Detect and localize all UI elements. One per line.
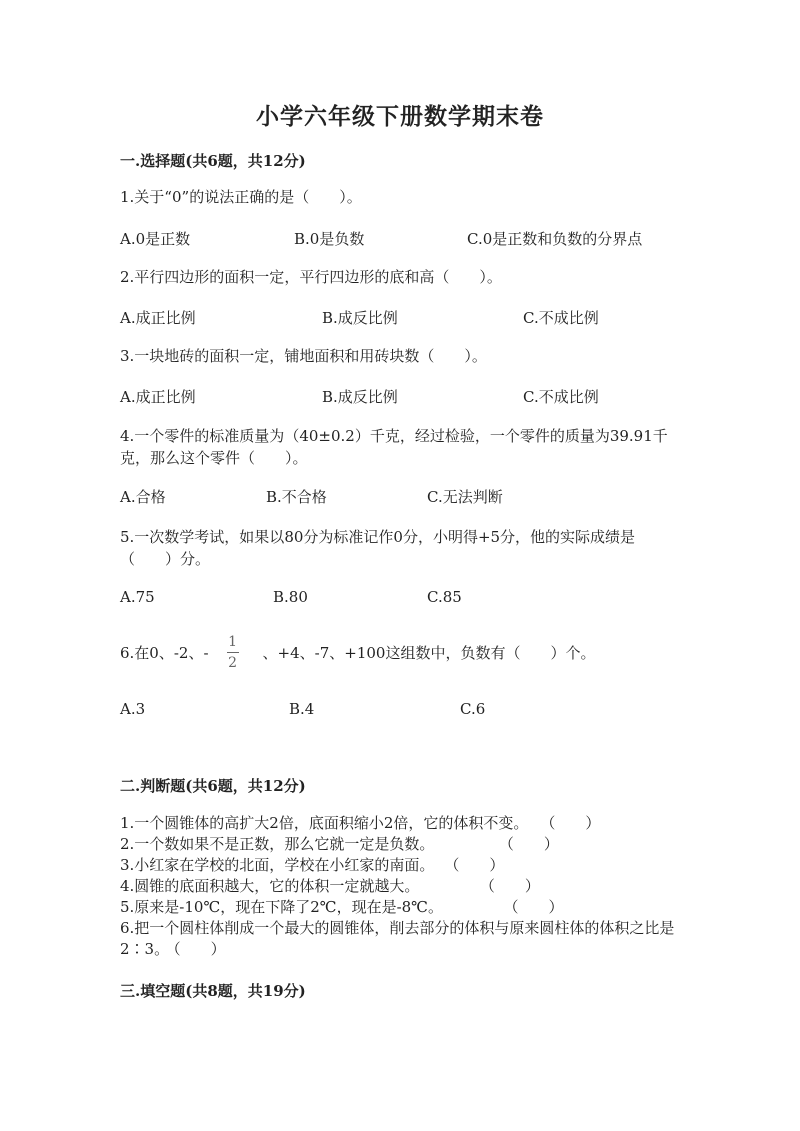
judge-item [120,855,680,876]
question-6-option-c: C.6 [460,700,486,718]
question-5-stem: 5.一次数学考试，如果以80分为标准记作0分，小明得+5分，他的实际成绩是（ ）分。 [120,528,636,568]
judge-item-text: 6.把一个圆柱体削成一个最大的圆锥体，削去部分的体积与原来圆柱体的体积之比是2∶3。 [120,919,675,958]
question-4-option-a: A.合格 [120,488,166,506]
question-1-option-b: B.0是负数 [294,230,365,248]
judge-item-text: 2.一个数如果不是正数，那么它就一定是负数。 [120,835,435,853]
question-1-stem: 1.关于“0”的说法正确的是（ ）。 [120,188,362,206]
judge-item-text: 3.小红家在学校的北面，学校在小红家的南面。 [120,856,435,874]
section-heading-judge: 二.判断题(共6题，共12分) [120,777,306,795]
section-heading-choice: 一.选择题(共6题，共12分) [120,152,306,170]
page-title: 小学六年级下册数学期末卷 [256,103,544,130]
question-3-stem: 3.一块地砖的面积一定，铺地面积和用砖块数（ ）。 [120,347,487,365]
question-6-option-b: B.4 [289,700,315,718]
question-4-stem: 4.一个零件的标准质量为（40±0.2）千克，经过检验，一个零件的质量为39.91千克，那么这个零件（ ）。 [120,427,668,467]
question-5-option-a: A.75 [120,588,155,606]
question-1-option-c: C.0是正数和负数的分界点 [467,230,643,248]
judge-item [120,876,680,897]
answer-blank: （ ） [427,877,540,895]
question-4-option-b: B.不合格 [266,488,327,506]
question-2-option-c: C.不成比例 [523,309,599,327]
question-6-stem [120,632,595,672]
question-6-option-a: A.3 [120,700,146,718]
question-5-option-c: C.85 [427,588,462,606]
answer-blank: （ ） [444,856,505,874]
judge-item [120,834,680,855]
question-1-option-a: A.0是正数 [120,230,191,248]
fraction-denominator: 2 [228,654,237,671]
answer-blank: （ ） [540,814,601,832]
judge-item [120,897,680,918]
judge-item-text: 1.一个圆锥体的高扩大2倍，底面积缩小2倍，它的体积不变。 [120,814,529,832]
question-4-option-c: C.无法判断 [427,488,503,506]
question-6-stem-after: 、+4、-7、+100这组数中，负数有（ ）个。 [262,643,596,662]
judge-item [120,813,680,834]
fraction-numerator: 1 [228,633,237,650]
judge-list [120,813,680,960]
answer-blank: （ ） [446,835,559,853]
judge-item [120,918,680,960]
fraction [227,634,239,671]
question-3-option-c: C.不成比例 [523,388,599,406]
question-2-option-a: A.成正比例 [120,309,196,327]
fraction-bar [227,652,239,653]
question-3-option-a: A.成正比例 [120,388,196,406]
answer-blank: （ ） [450,898,564,916]
question-2-option-b: B.成反比例 [322,309,398,327]
answer-blank: （ ） [173,940,226,958]
question-6-stem-before: 6.在0、-2、- [120,643,209,662]
judge-item-text: 4.圆锥的底面积越大，它的体积一定就越大。 [120,877,420,895]
question-5-option-b: B.80 [273,588,308,606]
judge-item-text: 5.原来是-10℃，现在下降了2℃，现在是-8℃。 [120,898,443,916]
question-3-option-b: B.成反比例 [322,388,398,406]
section-heading-fill: 三.填空题(共8题，共19分) [120,982,306,1000]
question-2-stem: 2.平行四边形的面积一定，平行四边形的底和高（ ）。 [120,268,502,286]
